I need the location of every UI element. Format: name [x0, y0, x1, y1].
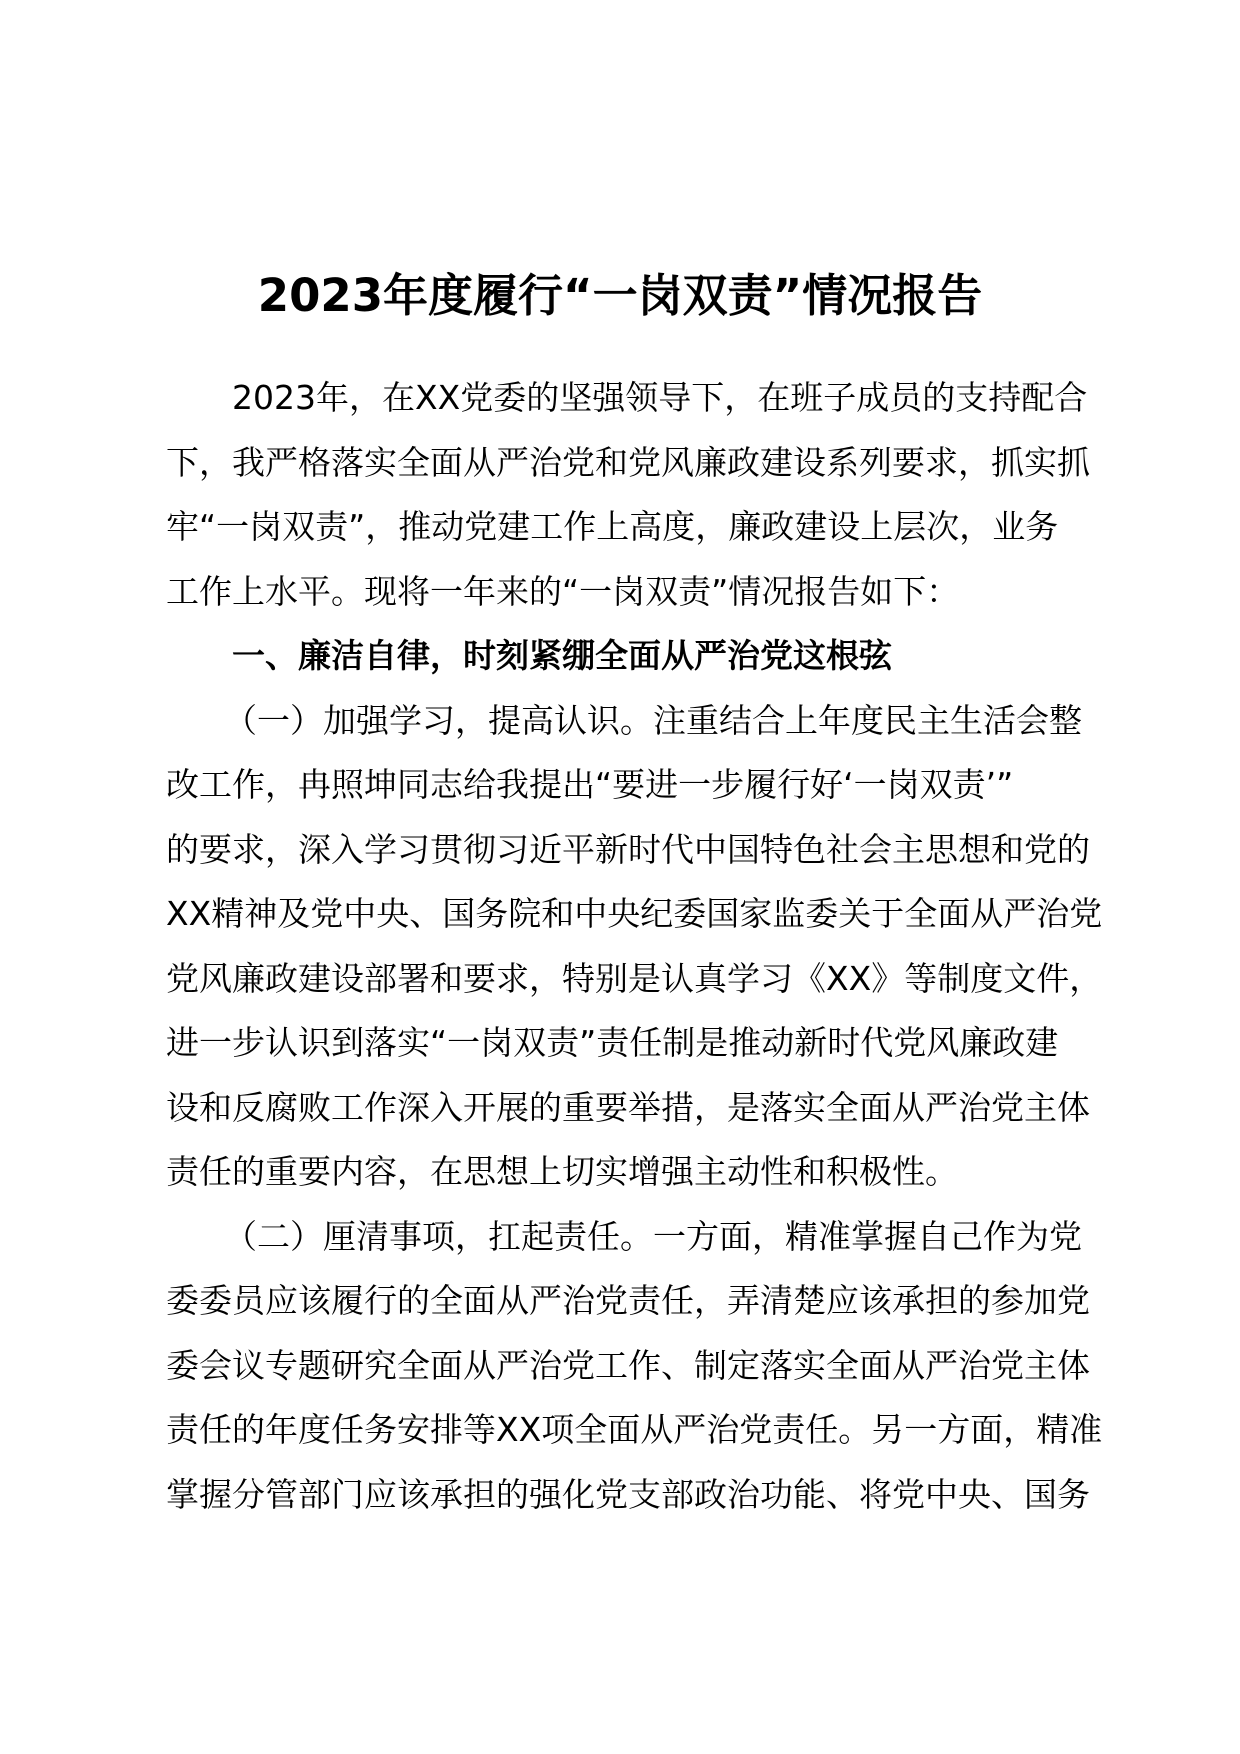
- paragraph-3-line-1: （二）厘清事项，扛起责任。一方面，精准掌握自己作为党: [224, 1216, 1082, 1256]
- section-heading-1: 一、廉洁自律，时刻紧绷全面从严治党这根弦: [232, 636, 892, 675]
- document-title: 2023年度履行“一岗双责”情况报告: [257, 269, 983, 322]
- paragraph-1-line-3: 牢“一岗双责”，推动党建工作上高度，廉政建设上层次，业务: [166, 507, 1059, 546]
- paragraph-2-line-4: XX精神及党中央、国务院和中央纪委国家监委关于全面从严治党: [166, 894, 1103, 933]
- paragraph-1-line-1: 2023年，在XX党委的坚强领导下，在班子成员的支持配合: [232, 378, 1088, 417]
- paragraph-2-line-1: （一）加强学习，提高认识。注重结合上年度民主生活会整: [224, 700, 1082, 740]
- paragraph-3-line-2: 委委员应该履行的全面从严治党责任，弄清楚应该承担的参加党: [166, 1281, 1090, 1320]
- paragraph-1-line-2: 下，我严格落实全面从严治党和党风廉政建设系列要求，抓实抓: [166, 442, 1090, 482]
- paragraph-2-line-8: 责任的重要内容，在思想上切实增强主动性和积极性。: [166, 1152, 958, 1191]
- document-body: [166, 366, 1106, 1527]
- paragraph-3-line-3: 委会议专题研究全面从严治党工作、制定落实全面从严治党主体: [166, 1345, 1090, 1385]
- paragraph-3-line-5: 掌握分管部门应该承担的强化党支部政治功能、将党中央、国务: [166, 1474, 1090, 1514]
- paragraph-2-line-7: 设和反腐败工作深入开展的重要举措，是落实全面从严治党主体: [166, 1087, 1090, 1127]
- paragraph-2-line-3: 的要求，深入学习贯彻习近平新时代中国特色社会主思想和党的: [166, 829, 1090, 869]
- paragraph-2-line-5: 党风廉政建设部署和要求，特别是认真学习《XX》等制度文件，: [166, 958, 1103, 998]
- paragraph-3-line-4: 责任的年度任务安排等XX项全面从严治党责任。另一方面，精准: [166, 1410, 1103, 1449]
- paragraph-2-line-6: 进一步认识到落实“一岗双责”责任制是推动新时代党风廉政建: [166, 1023, 1059, 1062]
- paragraph-2-line-2: 改工作，冉照坤同志给我提出“要进一步履行好‘一岗双责’”: [166, 765, 1014, 804]
- paragraph-1-line-4: 工作上水平。现将一年来的“一岗双责”情况报告如下：: [166, 571, 960, 611]
